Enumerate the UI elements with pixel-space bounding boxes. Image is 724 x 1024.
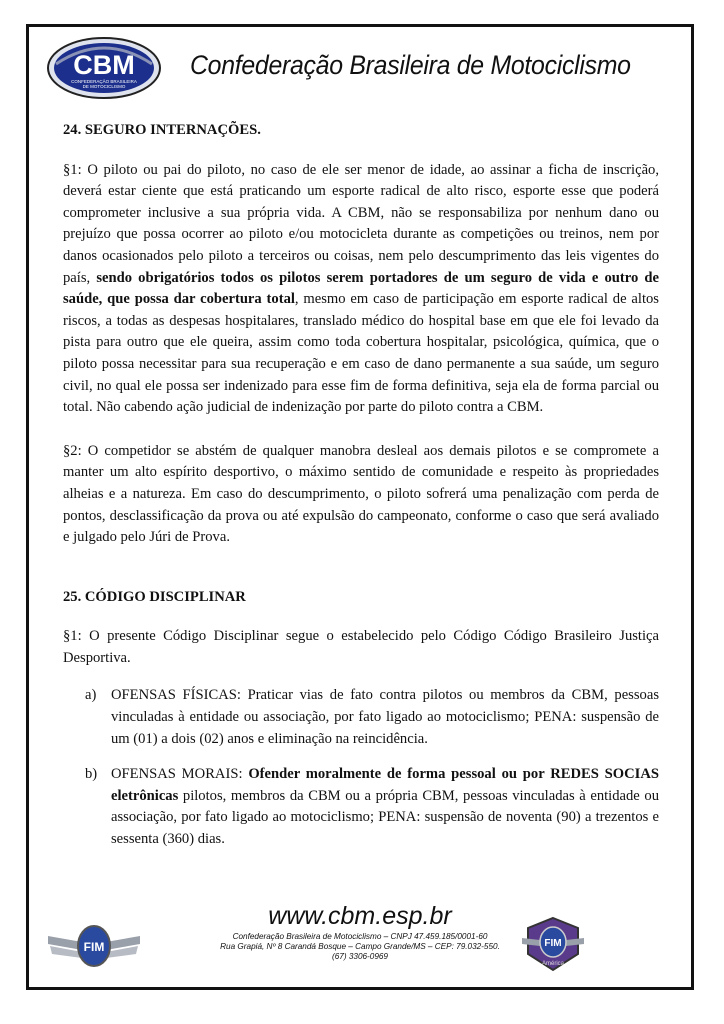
list-item-a	[85, 685, 659, 750]
fim-right-text: FIM	[544, 938, 562, 949]
list-item-b-label: b)	[85, 766, 98, 783]
logo-text: CBM	[73, 50, 135, 80]
list-item-b	[85, 764, 659, 850]
section-gap	[63, 571, 659, 587]
section-24-heading: 24. SEGURO INTERNAÇÕES.	[63, 122, 261, 138]
document-body	[63, 120, 659, 865]
logo-subtext-2: DE MOTOCICLISMO	[82, 84, 126, 89]
list-item-a-text: OFENSAS FÍSICAS: Praticar vias de fato contra pilotos ou membros da CBM, pessoas vinculadas à entidade ou associação, por fato ligado ao motociclismo; PENA: suspensão de um (01) a dois (02) anos e eliminação na reincidência.	[111, 687, 659, 747]
website-url: www.cbm.esp.br	[268, 902, 452, 930]
logo-subtext-1: CONFEDERAÇÃO BRASILEIRA	[71, 79, 137, 84]
list-item-a-label: a)	[85, 687, 97, 704]
fim-left-text: FIM	[83, 940, 105, 954]
letterhead	[40, 36, 680, 104]
list-item-b-post: pilotos, membros da CBM ou a própria CBM, pessoas vinculadas à entidade ou associação, por fato ligado ao motociclismo; PENA: suspensão de noventa (90) a trezentos e sessenta (360) dias.	[111, 787, 659, 848]
list-item-b-pre: OFENSAS MORAIS:	[111, 766, 249, 783]
section-24-p1-start: §1: O piloto ou pai do piloto, no caso de ele ser menor de idade, ao assinar a ficha de inscrição, deverá estar ciente que está praticando um esporte radical de alto risco, esporte esse que poderá comprometer inclusive a sua própria vida. A CBM, não se responsabiliza por nenhum dano ou prejuízo que possa ocorrer ao piloto e/ou motocicleta durante as competições ou treinos, nem por danos ocasionados pelo piloto a terceiros ou coisas, nem pelo descumprimento das leis vigentes do país,	[63, 161, 659, 286]
footer	[40, 900, 680, 982]
section-24-paragraph-1	[63, 160, 659, 419]
list-item-b-bold: Ofender moralmente de forma pessoal ou por REDES SOCIAS eletrônicas	[111, 766, 660, 804]
footer-line-1: Confederação Brasileira de Motociclismo – CNPJ 47.459.185/0001-60	[232, 932, 488, 941]
organization-title: Confederação Brasileira de Motociclismo	[190, 50, 631, 80]
section-24-p1-end: , mesmo em caso de participação em esporte radical de altos riscos, a todas as despesas hospitalares, translado médico do hospital base em que ele foi levado da pista para outro que ele queira, assim como toda cobertura hospitalar, psicológica, química, que o piloto possa necessitar para sua recuperação e em caso de dano permanente a sua saúde, um seguro civil, no qual ele possa ser indenizado para esse fim de forma definitiva, seja ela de forma parcial ou total. Não cabendo ação judicial de indenização por parte do piloto contra a CBM.	[63, 291, 659, 416]
section-24-p1-bold: sendo obrigatórios todos os pilotos serem portadores de um seguro de vida e outro de saúde, que possa dar cobertura total	[63, 269, 659, 308]
fim-america-logo-right	[520, 914, 586, 974]
section-25-paragraph-1: §1: O presente Código Disciplinar segue o estabelecido pelo Código Código Brasileiro Justiça Desportiva.	[63, 628, 659, 666]
cbm-logo	[46, 36, 162, 100]
section-25-heading: 25. CÓDIGO DISCIPLINAR	[63, 588, 246, 605]
section-24-paragraph-2: §2: O competidor se abstém de qualquer manobra desleal aos demais pilotos e se compromete a manter um alto espírito desportivo, o máximo sentido de comunidade e respeito às propriedades alheias e a natureza. Em caso do descumprimento, o piloto sofrerá uma penalização com perda de pontos, desclassificação da prova ou até expulsão do campeonato, conforme o caso que será avaliado e julgado pelo Júri de Prova.	[63, 442, 659, 546]
footer-line-2: Rua Grapiá, Nº 8 Carandá Bosque – Campo Grande/MS – CEP: 79.032-550.	[220, 942, 500, 951]
footer-line-3: (67) 3306-0969	[332, 952, 388, 961]
list-item-b-text	[111, 764, 659, 850]
fim-right-sub: América	[541, 961, 565, 967]
